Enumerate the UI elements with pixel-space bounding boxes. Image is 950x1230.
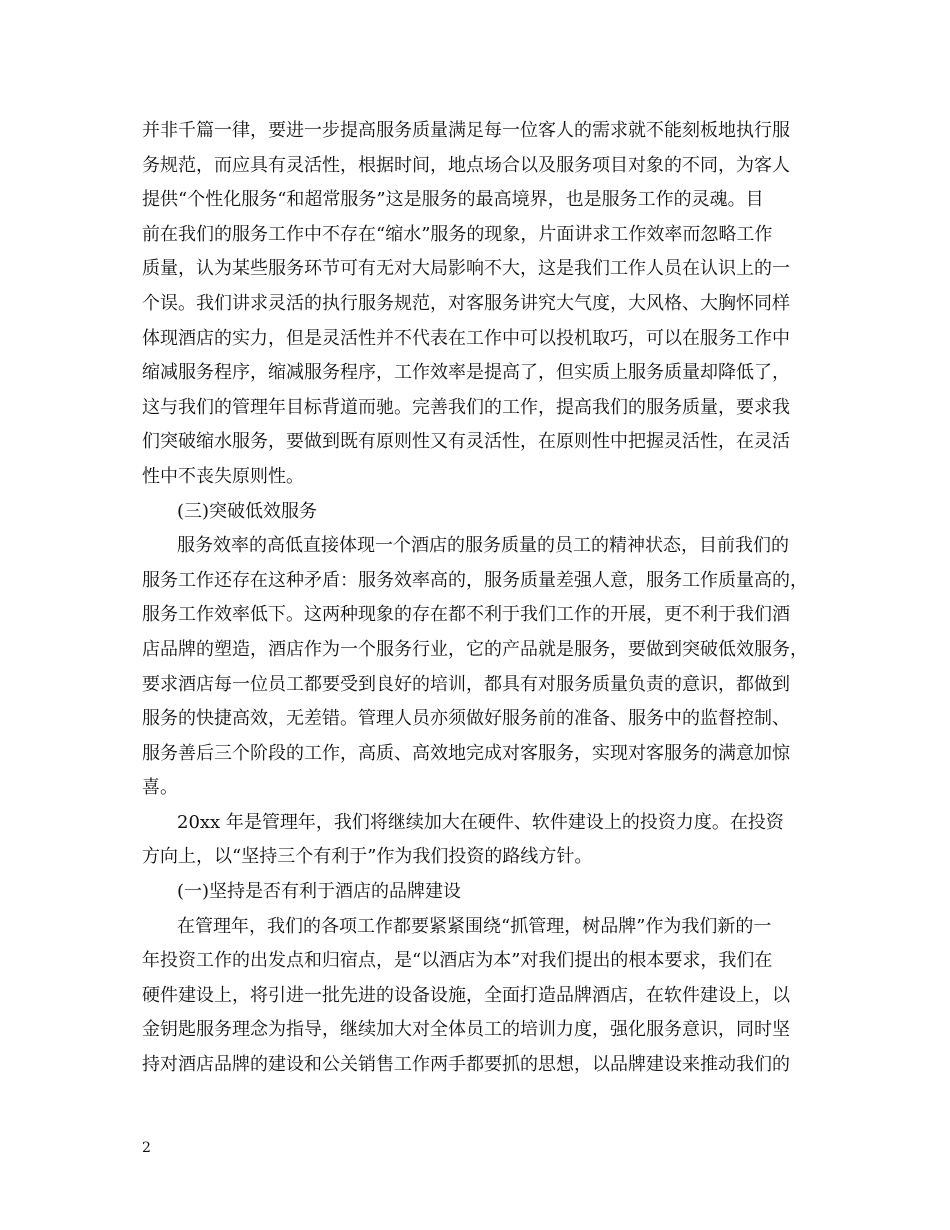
page-number: 2 bbox=[142, 1140, 151, 1156]
text-line: 方向上，以“坚持三个有利于”作为我们投资的路线方针。 bbox=[142, 846, 593, 868]
text-line: 服务善后三个阶段的工作，高质、高效地完成对客服务，实现对客服务的满意加惊 bbox=[142, 742, 790, 764]
text-line: 硬件建设上，将引进一批先进的设备设施，全面打造品牌酒店，在软件建设上，以 bbox=[142, 984, 790, 1006]
text-line: 这与我们的管理年目标背道而驰。完善我们的工作，提高我们的服务质量，要求我 bbox=[142, 396, 790, 418]
text-line: 20xx 年是管理年，我们将继续加大在硬件、软件建设上的投资力度。在投资 bbox=[177, 811, 784, 833]
text-line: 金钥匙服务理念为指导，继续加大对全体员工的培训力度，强化服务意识，同时坚 bbox=[142, 1019, 790, 1041]
text-line: 体现酒店的实力，但是灵活性并不代表在工作中可以投机取巧，可以在服务工作中 bbox=[142, 327, 790, 349]
text-line: 前在我们的服务工作中不存在“缩水”服务的现象，片面讲求工作效率而忽略工作 bbox=[142, 223, 773, 245]
text-line: 在管理年，我们的各项工作都要紧紧围绕“抓管理，树品牌”作为我们新的一 bbox=[177, 915, 772, 937]
text-line: 质量，认为某些服务环节可有无对大局影响不大，这是我们工作人员在认识上的一 bbox=[142, 258, 790, 280]
text-line: 年投资工作的出发点和归宿点，是“以酒店为本”对我们提出的根本要求，我们在 bbox=[142, 950, 773, 972]
text-line: 务规范，而应具有灵活性，根据时间，地点场合以及服务项目对象的不同，为客人 bbox=[142, 154, 790, 176]
text-line: 持对酒店品牌的建设和公关销售工作两手都要抓的思想，以品牌建设来推动我们的 bbox=[142, 1054, 790, 1076]
text-line: 服务的快捷高效，无差错。管理人员亦须做好服务前的准备、服务中的监督控制、 bbox=[142, 708, 790, 730]
section-heading: (三)突破低效服务 bbox=[177, 500, 318, 522]
text-line: 服务效率的高低直接体现一个酒店的服务质量的员工的精神状态，目前我们的 bbox=[177, 535, 789, 557]
text-line: 喜。 bbox=[142, 777, 178, 799]
text-line: 要求酒店每一位员工都要受到良好的培训，都具有对服务质量负责的意识，都做到 bbox=[142, 673, 790, 695]
text-line: 服务工作效率低下。这两种现象的存在都不利于我们工作的开展，更不利于我们酒 bbox=[142, 604, 790, 626]
text-line: 性中不丧失原则性。 bbox=[142, 465, 304, 487]
text-line: 服务工作还存在这种矛盾：服务效率高的，服务质量差强人意，服务工作质量高的， bbox=[142, 569, 808, 591]
text-line: 提供“个性化服务“和超常服务”这是服务的最高境界，也是服务工作的灵魂。目 bbox=[142, 189, 764, 211]
body-text bbox=[142, 114, 832, 1083]
text-line: 们突破缩水服务，要做到既有原则性又有灵活性，在原则性中把握灵活性，在灵活 bbox=[142, 431, 790, 453]
section-heading: (一)坚持是否有利于酒店的品牌建设 bbox=[177, 881, 462, 903]
text-line: 缩减服务程序，缩减服务程序，工作效率是提高了，但实质上服务质量却降低了， bbox=[142, 362, 790, 384]
text-line: 并非千篇一律，要进一步提高服务质量满足每一位客人的需求就不能刻板地执行服 bbox=[142, 120, 790, 141]
text-line: 店品牌的塑造，酒店作为一个服务行业，它的产品就是服务，要做到突破低效服务， bbox=[142, 638, 808, 660]
text-line: 个误。我们讲求灵活的执行服务规范，对客服务讲究大气度，大风格、大胸怀同样 bbox=[142, 292, 790, 314]
